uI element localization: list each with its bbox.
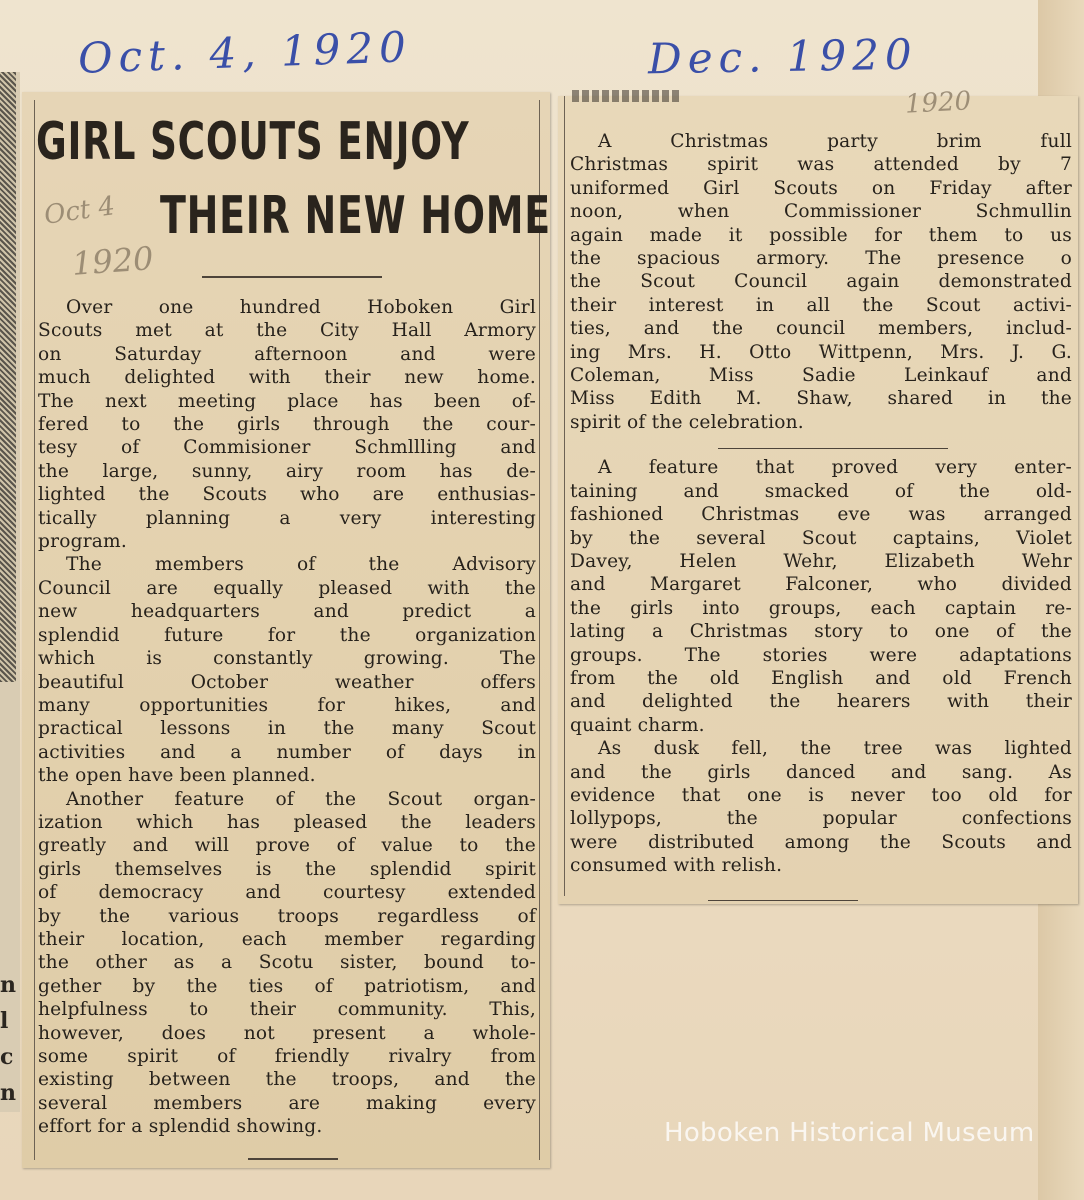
text-line: The next meeting place has been of- [38, 390, 536, 412]
text-line: Council are equally pleased with the [38, 577, 536, 599]
cut-off-text-fragment [572, 90, 682, 102]
text-line: Over one hundred Hoboken Girl [66, 297, 536, 318]
article-end-rule [248, 1158, 338, 1160]
text-line: Coleman, Miss Sadie Leinkauf and [570, 365, 1072, 387]
text-line: lighted the Scouts who are enthusias- [38, 484, 536, 506]
text-line: gether by the ties of patriotism, and [38, 975, 536, 997]
text-line: were distributed among the Scouts and [570, 831, 1072, 853]
text-line: lating a Christmas story to one of the [570, 621, 1072, 643]
text-line: The members of the Advisory [66, 554, 536, 576]
text-line: the large, sunny, airy room has de- [38, 460, 536, 482]
text-line: quaint charm. [570, 714, 705, 736]
text-line: beautiful October weather offers [38, 671, 536, 693]
text-line: the spacious armory. The presence o [570, 248, 1072, 270]
pencil-note-date: Oct 4 [42, 191, 117, 231]
article-body [38, 296, 536, 1139]
handwritten-date-left: Oct. 4, 1920 [77, 22, 413, 83]
handwritten-date-right: Dec. 1920 [647, 29, 919, 84]
text-line: existing between the troops, and the [38, 1069, 536, 1091]
text-line: A Christmas party brim full [598, 131, 1072, 152]
text-line: Christmas spirit was attended by 7 [570, 154, 1072, 176]
text-line: by the several Scout captains, Violet [570, 527, 1072, 549]
text-line: ing Mrs. H. Otto Wittpenn, Mrs. J. G. [570, 341, 1072, 363]
text-line: fashioned Christmas eve was arranged [570, 504, 1072, 526]
text-line: new headquarters and predict a [38, 601, 536, 623]
pencil-note-year: 1920 [70, 239, 155, 283]
text-line: Another feature of the Scout organ- [66, 788, 536, 810]
text-line: some spirit of friendly rivalry from [38, 1046, 536, 1067]
text-line: evidence that one is never too old for [570, 784, 1072, 806]
text-line: A feature that proved very enter- [598, 457, 1072, 479]
text-line: the girls into groups, each captain re- [570, 597, 1072, 619]
text-line: the other as a Scotu sister, bound to- [38, 952, 536, 974]
text-line: program. [38, 531, 128, 553]
text-line: taining and smacked of the old- [570, 480, 1072, 502]
text-line: fered to the girls through the cour- [38, 414, 536, 436]
text-line: the Scout Council again demonstrated [570, 271, 1072, 293]
text-line: As dusk fell, the tree was lighted [598, 738, 1072, 760]
paragraph-divider [718, 448, 948, 449]
text-line: lollypops, the popular confections [570, 808, 1072, 830]
pencil-note-year: 1920 [904, 86, 972, 120]
halftone-image-fragment [0, 72, 16, 682]
text-line: their interest in all the Scout activi- [570, 294, 1072, 316]
article-end-rule [708, 900, 858, 901]
text-line: groups. The stories were adaptations [570, 644, 1072, 666]
text-line: and Margaret Falconer, who divided [570, 574, 1072, 596]
text-line: uniformed Girl Scouts on Friday after [570, 177, 1072, 199]
newspaper-clipping-christmas-party [558, 96, 1078, 904]
text-line: from the old English and old French [570, 667, 1072, 689]
column-rule [34, 100, 35, 1160]
text-line: helpfulness to their community. This, [38, 999, 536, 1021]
paragraph-gap [570, 434, 1072, 456]
text-line: tically planning a very interesting [38, 507, 536, 529]
text-line: again made it possible for them to us [570, 224, 1072, 246]
edge-letter: l [0, 1008, 9, 1034]
text-line: ization which has pleased the leaders [38, 811, 536, 833]
text-line: effort for a splendid showing. [38, 1116, 323, 1138]
text-line: activities and a number of days in [38, 741, 536, 763]
text-line: of democracy and courtesy extended [38, 882, 536, 904]
text-line: by the various troops regardless of [38, 905, 536, 927]
text-line: and the girls danced and sang. As [570, 761, 1072, 783]
text-line: many opportunities for hikes, and [38, 694, 536, 716]
museum-watermark: Hoboken Historical Museum [664, 1118, 1035, 1148]
headline-line-1: GIRL SCOUTS ENJOY [36, 112, 470, 172]
text-line: greatly and will prove of value to the [38, 835, 536, 857]
text-line: tesy of Commisioner Schmllling and [38, 437, 536, 459]
text-line: which is constantly growing. The [38, 648, 536, 670]
text-line: ties, and the council members, includ- [570, 318, 1072, 340]
text-line: practical lessons in the many Scout [38, 718, 536, 740]
text-line: Miss Edith M. Shaw, shared in the [570, 388, 1072, 410]
edge-letter: c [0, 1044, 14, 1070]
text-line: several members are making every [38, 1092, 536, 1114]
column-rule [539, 100, 540, 1160]
text-line: and delighted the hearers with their [570, 691, 1072, 713]
headline-line-2: THEIR NEW HOME [160, 186, 551, 246]
article-body [570, 130, 1072, 878]
text-line: however, does not present a whole- [38, 1022, 536, 1044]
text-line: much delighted with their new home. [38, 367, 536, 389]
edge-letter: n [0, 972, 16, 998]
text-line: girls themselves is the splendid spirit [38, 858, 536, 880]
text-line: splendid future for the organization [38, 624, 536, 646]
edge-letters [0, 967, 16, 1111]
text-line: consumed with relish. [570, 855, 783, 877]
text-line: their location, each member regarding [38, 928, 536, 950]
text-line: spirit of the celebration. [570, 411, 804, 433]
text-line: Davey, Helen Wehr, Elizabeth Wehr [570, 550, 1072, 572]
headline-divider [202, 276, 382, 278]
column-rule [564, 96, 565, 896]
adjacent-clipping-edge [0, 72, 20, 1112]
edge-letter: n [0, 1080, 16, 1106]
text-line: Scouts met at the City Hall Armory [38, 320, 536, 342]
newspaper-clipping-girl-scouts-new-home [22, 92, 550, 1168]
text-line: noon, when Commissioner Schmullin [570, 201, 1072, 223]
text-line: the open have been planned. [38, 765, 316, 787]
text-line: on Saturday afternoon and were [38, 343, 536, 365]
